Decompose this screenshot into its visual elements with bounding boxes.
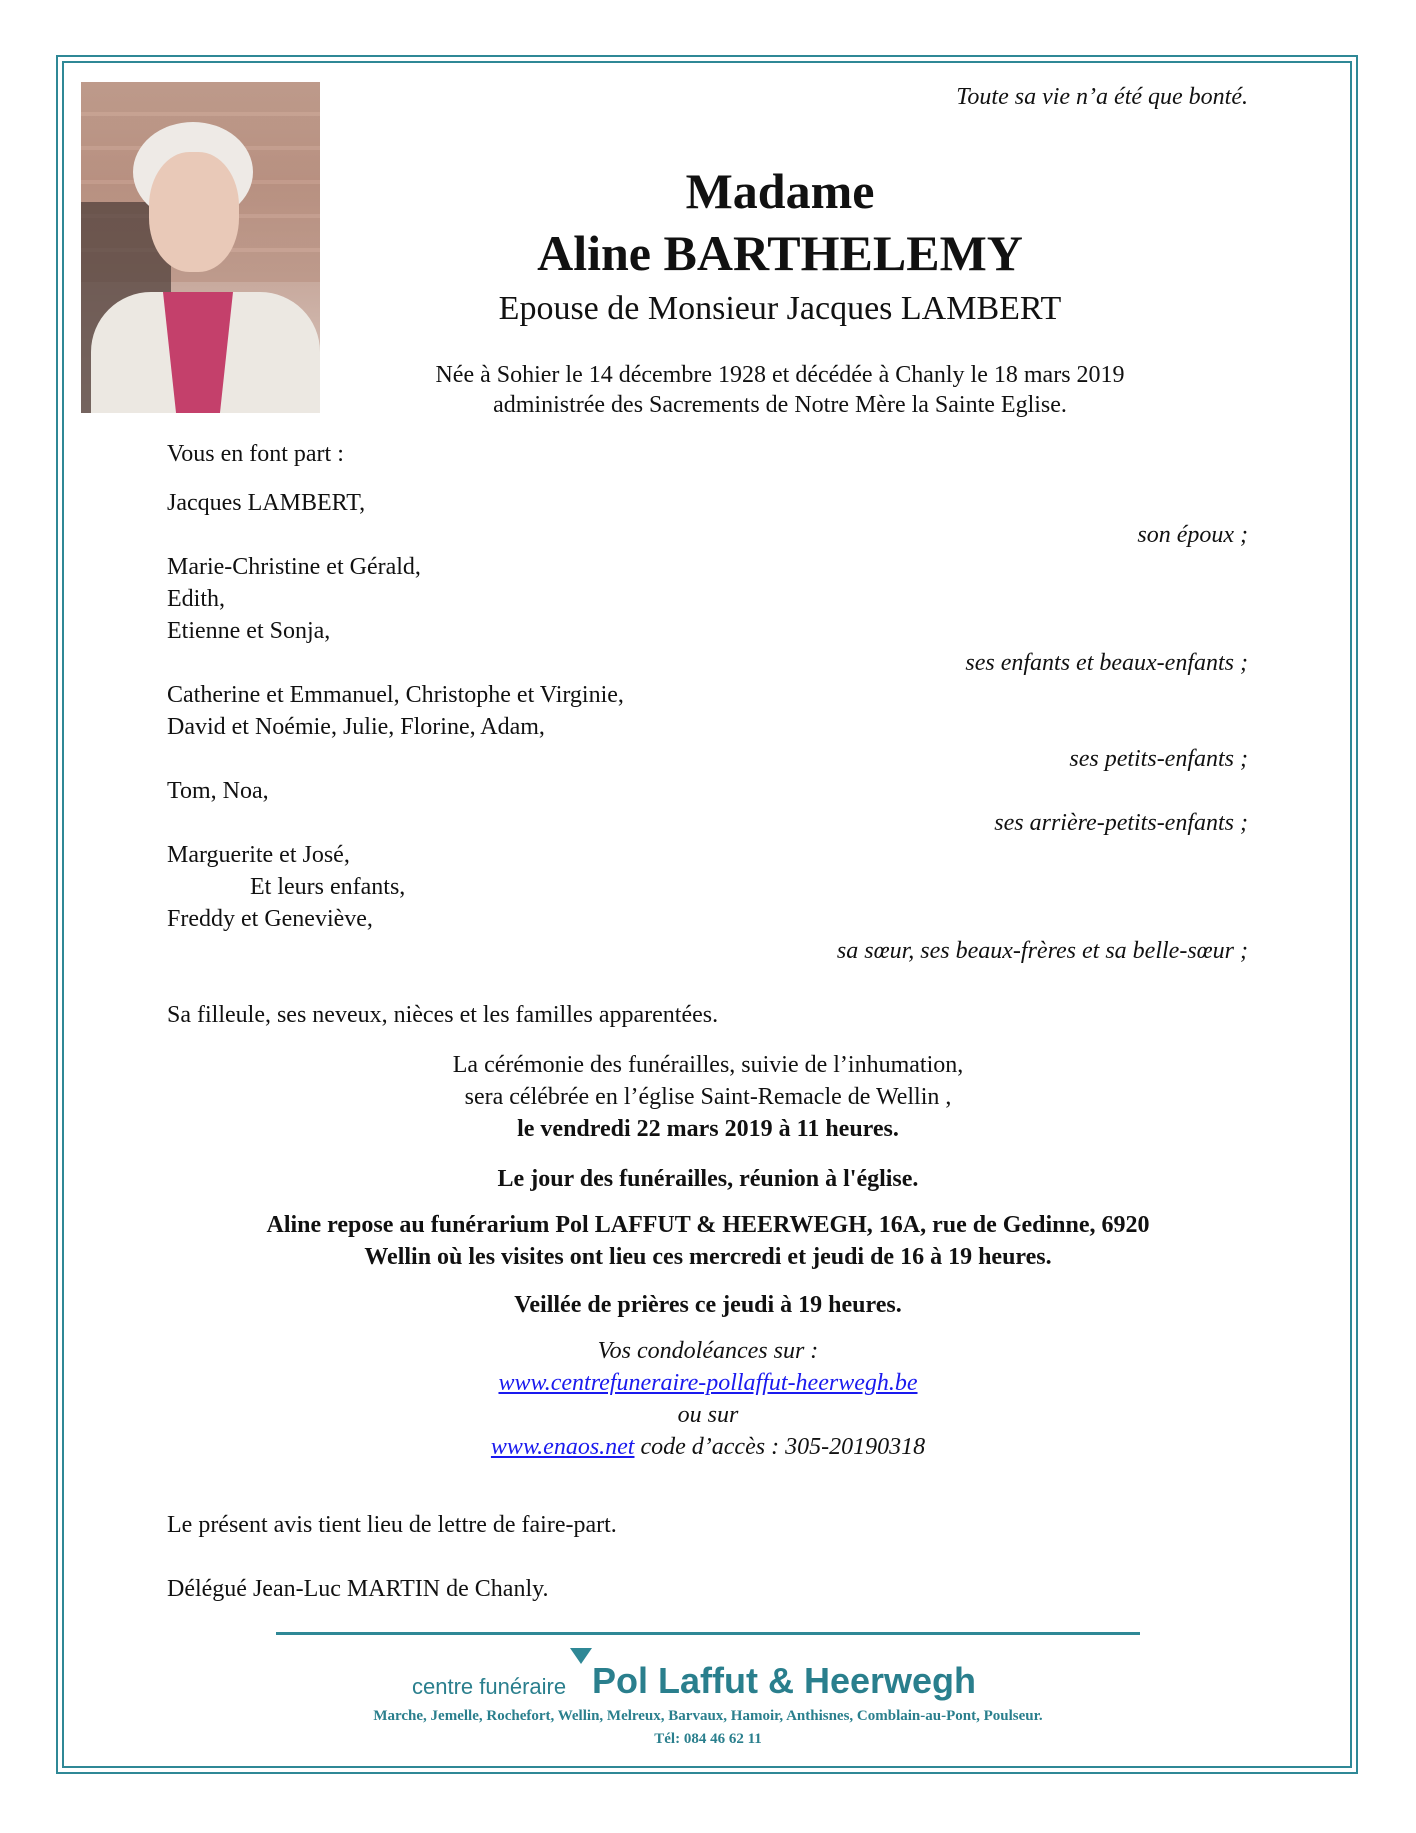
children-relation: ses enfants et beaux-enfants ; — [965, 650, 1248, 676]
great-grandchild-line: Tom, Noa, — [167, 778, 269, 804]
logo-triangle-icon — [570, 1648, 592, 1664]
birth-death-line: Née à Sohier le 14 décembre 1928 et décédée à Chanly le 18 mars 2019 — [435, 362, 1125, 388]
condolences-code-line — [0, 1434, 1416, 1461]
footer-divider — [276, 1632, 1140, 1635]
repose-line-1: Aline repose au funérarium Pol LAFFUT & HEERWEGH, 16A, rue de Gedinne, 6920 — [266, 1212, 1150, 1238]
sacraments-line: administrée des Sacrements de Notre Mère la Sainte Eglise. — [493, 392, 1067, 418]
ceremony-line-2: sera célébrée en l’église Saint-Remacle de Wellin , — [464, 1084, 952, 1110]
child-line: Etienne et Sonja, — [167, 618, 331, 644]
great-grandchildren-relation: ses arrière-petits-enfants ; — [994, 810, 1248, 836]
repose-line-2: Wellin où les visites ont lieu ces mercredi et jeudi de 16 à 19 heures. — [364, 1244, 1052, 1270]
reunion-line: Le jour des funérailles, réunion à l'église. — [497, 1166, 919, 1192]
footer-phone: Tél: 084 46 62 11 — [654, 1731, 762, 1747]
intro-line: Vous en font part : — [167, 441, 344, 467]
honorific: Madame — [685, 163, 875, 219]
ceremony-line-1: La cérémonie des funérailles, suivie de l’inhumation, — [452, 1052, 964, 1078]
delegate-line: Délégué Jean-Luc MARTIN de Chanly. — [167, 1576, 549, 1602]
sibling-line: Et leurs enfants, — [250, 874, 406, 900]
veillee-line: Veillée de prières ce jeudi à 19 heures. — [514, 1292, 902, 1318]
sibling-line: Marguerite et José, — [167, 842, 350, 868]
portrait-photo — [81, 82, 320, 413]
grandchild-line: David et Noémie, Julie, Florine, Adam, — [167, 714, 545, 740]
spouse-name: Jacques LAMBERT, — [167, 490, 366, 516]
condolences-or: ou sur — [677, 1402, 739, 1428]
child-line: Marie-Christine et Gérald, — [167, 554, 421, 580]
siblings-relation: sa sœur, ses beaux-frères et sa belle-sœur ; — [836, 938, 1248, 964]
condolences-label: Vos condoléances sur : — [597, 1338, 819, 1364]
footer-towns: Marche, Jemelle, Rochefort, Wellin, Melreux, Barvaux, Hamoir, Anthisnes, Comblain-au-Pont, Poulseur. — [373, 1708, 1043, 1724]
condolences-link-1[interactable]: www.centrefuneraire-pollaffut-heerwegh.be — [498, 1370, 918, 1396]
logo-small-text: centre funéraire — [412, 1674, 567, 1699]
spouse-line: Epouse de Monsieur Jacques LAMBERT — [498, 290, 1062, 327]
notice-line: Le présent avis tient lieu de lettre de faire-part. — [167, 1512, 617, 1538]
sibling-line: Freddy et Geneviève, — [167, 906, 373, 932]
others-line: Sa filleule, ses neveux, nièces et les familles apparentées. — [167, 1002, 719, 1028]
grandchildren-relation: ses petits-enfants ; — [1069, 746, 1248, 772]
epigraph: Toute sa vie n’a été que bonté. — [956, 84, 1248, 110]
child-line: Edith, — [167, 586, 225, 612]
deceased-name: Aline BARTHELEMY — [537, 225, 1023, 281]
logo-big-text: Pol Laffut & Heerwegh — [592, 1660, 977, 1701]
condolences-link-2[interactable]: www.enaos.net — [490, 1434, 635, 1460]
access-code: code d’accès : 305-20190318 — [634, 1434, 926, 1460]
spouse-relation: son époux ; — [1137, 522, 1248, 548]
ceremony-date: le vendredi 22 mars 2019 à 11 heures. — [517, 1116, 899, 1142]
grandchild-line: Catherine et Emmanuel, Christophe et Virginie, — [167, 682, 624, 708]
